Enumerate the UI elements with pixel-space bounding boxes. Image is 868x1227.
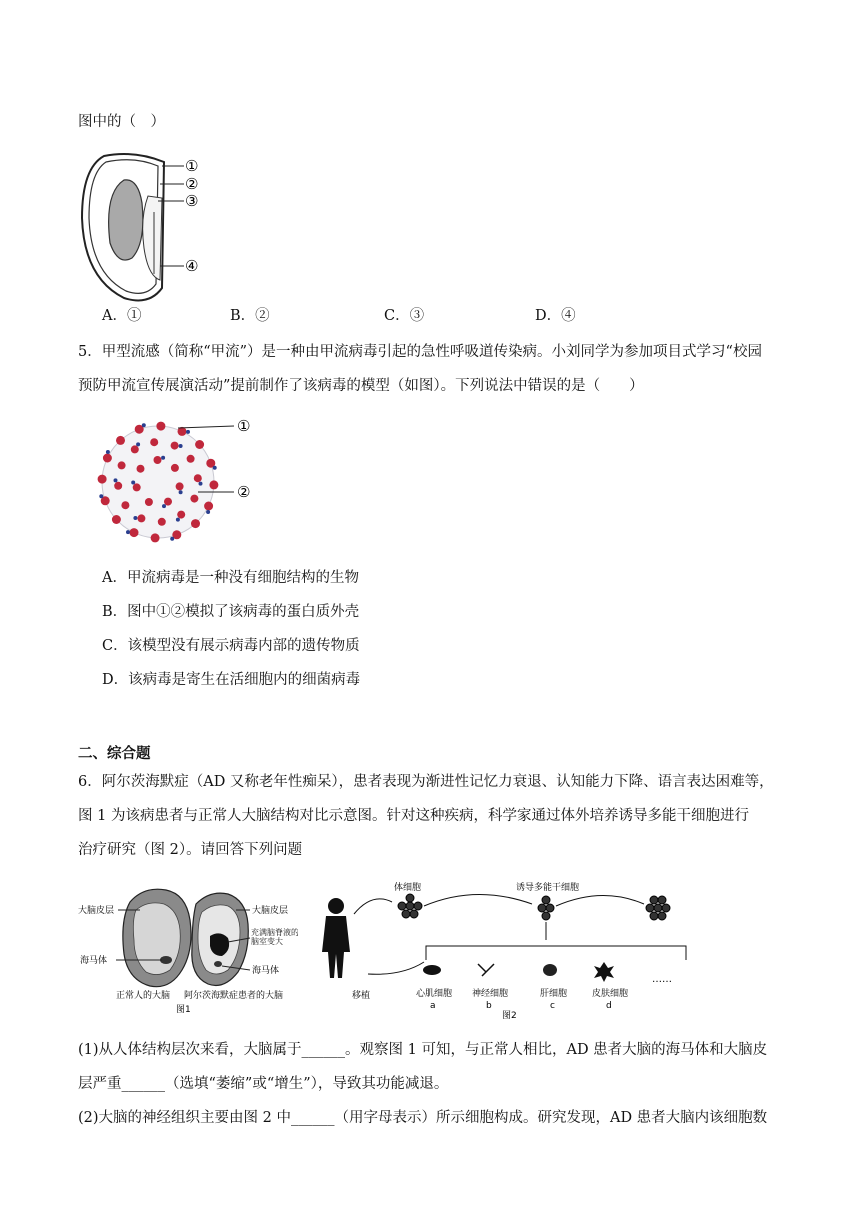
virus-protein-dot bbox=[131, 481, 135, 485]
virus-spike bbox=[187, 455, 195, 463]
seed-label-4: ④ bbox=[185, 257, 199, 275]
q5-stem-line2: 预防甲流宣传展演活动”提前制作了该病毒的模型（如图）。下列说法中错误的是（ ） bbox=[78, 378, 644, 394]
arrow-human-to-somatic bbox=[354, 899, 392, 914]
q5-option-d: D．该病毒是寄生在活细胞内的细菌病毒 bbox=[102, 672, 361, 688]
fig1-caption-ad: 阿尔茨海默症患者的大脑 bbox=[184, 991, 284, 1001]
fig1-caption-normal: 正常人的大脑 bbox=[116, 991, 171, 1001]
seed-label-3: ③ bbox=[185, 192, 199, 210]
q5-stem-line1: 5．甲型流感（简称“甲流”）是一种由甲流病毒引起的急性呼吸道传染病。小刘同学为参加项目式学习“校园 bbox=[78, 344, 762, 360]
arrow-transplant bbox=[368, 962, 424, 974]
seed-diagram-svg bbox=[74, 148, 214, 308]
q5-option-c: C．该模型没有展示病毒内部的遗传物质 bbox=[102, 638, 360, 654]
virus-spike bbox=[209, 480, 218, 489]
virus-protein-dot bbox=[170, 537, 174, 541]
seed-label-1: ① bbox=[185, 157, 199, 175]
skin-cell-icon bbox=[594, 962, 614, 982]
virus-protein-dot bbox=[142, 423, 146, 427]
human-figure bbox=[322, 898, 350, 978]
virus-spike bbox=[194, 474, 202, 482]
q6-stem-line2: 图 1 为该病患者与正常人大脑结构对比示意图。针对这种疾病，科学家通过体外培养诱导多能干细胞进行 bbox=[78, 808, 749, 824]
virus-leader-1 bbox=[178, 426, 234, 428]
fig2-label-cardiac: 心肌细胞 bbox=[416, 989, 453, 999]
virus-spike bbox=[112, 515, 121, 524]
q6-stem-line3: 治疗研究（图 2）。请回答下列问题 bbox=[78, 842, 303, 858]
fig2-caption: 图2 bbox=[502, 1011, 517, 1020]
virus-protein-dot bbox=[126, 530, 130, 534]
fig1-label-ventricle: 充满脑脊液的脑室变大 bbox=[251, 928, 298, 946]
section-title: 二、综合题 bbox=[78, 745, 151, 762]
virus-spike bbox=[158, 518, 166, 526]
q6-stem-line1: 6．阿尔茨海默症（AD 又称老年性痴呆），患者表现为渐进性记忆力衰退、认知能力下降、语言表达困难等， bbox=[78, 774, 774, 790]
virus-spike bbox=[114, 482, 122, 490]
virus-spike bbox=[137, 514, 145, 522]
virus-protein-dot bbox=[213, 466, 217, 470]
virus-spike bbox=[191, 519, 200, 528]
virus-spike bbox=[204, 502, 213, 511]
virus-protein-dot bbox=[179, 444, 183, 448]
virus-protein-dot bbox=[206, 510, 210, 514]
virus-model-svg bbox=[96, 410, 266, 550]
virus-protein-dot bbox=[186, 430, 190, 434]
fig1-label-hippocampus-right: 海马体 bbox=[252, 966, 280, 976]
virus-protein-dot bbox=[199, 482, 203, 486]
virus-spike bbox=[154, 456, 162, 464]
brain-comparison-figure bbox=[78, 880, 298, 1020]
virus-spike bbox=[131, 445, 139, 453]
virus-spike bbox=[171, 442, 179, 450]
q4-option-d: D．④ bbox=[535, 308, 576, 324]
fig2-label-neuron: 神经细胞 bbox=[472, 989, 509, 999]
virus-protein-dot bbox=[114, 478, 118, 482]
virus-spike bbox=[195, 440, 204, 449]
virus-spike bbox=[137, 465, 145, 473]
q6-sub1-line2: 层严重______（选填“萎缩”或“增生”），导致其功能减退。 bbox=[78, 1076, 449, 1092]
virus-spike bbox=[118, 461, 126, 469]
fig1-label-cortex-left: 大脑皮层 bbox=[78, 906, 115, 916]
liver-cell-icon bbox=[543, 964, 557, 976]
virus-spike bbox=[171, 464, 179, 472]
normal-brain-inner bbox=[133, 903, 180, 975]
virus-protein-dot bbox=[133, 516, 137, 520]
endosperm bbox=[109, 180, 143, 260]
virus-protein-dot bbox=[176, 518, 180, 522]
virus-spike bbox=[121, 501, 129, 509]
fig2-label-liver: 肝细胞 bbox=[540, 989, 568, 999]
cardiac-cell-icon bbox=[423, 965, 441, 975]
fig1-label-hippocampus-left: 海马体 bbox=[80, 956, 108, 966]
virus-spike bbox=[133, 483, 141, 491]
q6-sub1-line1: (1)从人体结构层次来看，大脑属于______。观察图 1 可知，与正常人相比，AD 患者大脑的海马体和大脑皮 bbox=[78, 1042, 768, 1058]
virus-protein-dot bbox=[179, 490, 183, 494]
virus-spike bbox=[98, 475, 107, 484]
arrow-somatic-to-ipsc bbox=[424, 894, 532, 906]
virus-protein-dot bbox=[136, 442, 140, 446]
q4-option-c: C．③ bbox=[384, 308, 425, 324]
virus-spike bbox=[151, 533, 160, 542]
fig2-label-transplant: 移植 bbox=[352, 991, 371, 1001]
stem-cell-svg bbox=[306, 878, 698, 1020]
expanded-cells bbox=[646, 896, 670, 920]
fig2-letter-b: b bbox=[486, 1001, 492, 1011]
fig1-label-cortex-right: 大脑皮层 bbox=[252, 906, 289, 916]
arrow-ipsc-to-expanded bbox=[556, 895, 644, 906]
somatic-cells bbox=[398, 894, 422, 918]
seed-diagram bbox=[74, 148, 214, 308]
virus-protein-dot bbox=[99, 494, 103, 498]
virus-spike bbox=[150, 438, 158, 446]
ipsc-cells bbox=[538, 896, 554, 920]
virus-spike bbox=[145, 498, 153, 506]
virus-protein-dot bbox=[161, 456, 165, 460]
q5-option-a: A．甲流病毒是一种没有细胞结构的生物 bbox=[102, 570, 359, 586]
virus-spike bbox=[176, 482, 184, 490]
fig2-label-skin: 皮肤细胞 bbox=[592, 989, 629, 999]
brain-comparison-svg bbox=[78, 880, 298, 1020]
virus-spike bbox=[116, 436, 125, 445]
fig2-letter-d: d bbox=[606, 1001, 612, 1011]
virus-protein-dot bbox=[162, 504, 166, 508]
fig2-ellipsis: …… bbox=[652, 974, 672, 985]
fig2-label-somatic: 体细胞 bbox=[394, 883, 422, 893]
neuron-icon bbox=[478, 964, 494, 976]
differentiation-bracket bbox=[426, 946, 686, 960]
fig1-ventricle-wrap bbox=[251, 928, 298, 956]
q4-option-a: A．① bbox=[102, 308, 142, 324]
q4-option-b: B．② bbox=[230, 308, 270, 324]
seed-label-2: ② bbox=[185, 175, 199, 193]
virus-label-2: ② bbox=[237, 483, 251, 501]
q5-option-b: B．图中①②模拟了该病毒的蛋白质外壳 bbox=[102, 604, 360, 620]
fig1-caption: 图1 bbox=[176, 1005, 191, 1015]
virus-spike bbox=[156, 422, 165, 431]
virus-spike bbox=[164, 498, 172, 506]
q6-sub2-line1: (2)大脑的神经组织主要由图 2 中______（用字母表示）所示细胞构成。研究发现，AD 患者大脑内该细胞数 bbox=[78, 1110, 768, 1126]
virus-spike bbox=[177, 511, 185, 519]
fig2-letter-a: a bbox=[430, 1001, 436, 1011]
virus-label-1: ① bbox=[237, 417, 251, 435]
ad-hippocampus bbox=[214, 961, 222, 967]
fig2-label-ipsc: 诱导多能干细胞 bbox=[516, 883, 580, 893]
virus-spike bbox=[103, 454, 112, 463]
fig2-letter-c: c bbox=[550, 1001, 555, 1011]
stem-cell-figure bbox=[306, 878, 698, 1020]
virus-model bbox=[96, 410, 266, 550]
virus-spike bbox=[190, 495, 198, 503]
virus-spike bbox=[130, 528, 139, 537]
virus-protein-dot bbox=[106, 450, 110, 454]
q4-stem-tail: 图中的（ ） bbox=[78, 114, 165, 130]
